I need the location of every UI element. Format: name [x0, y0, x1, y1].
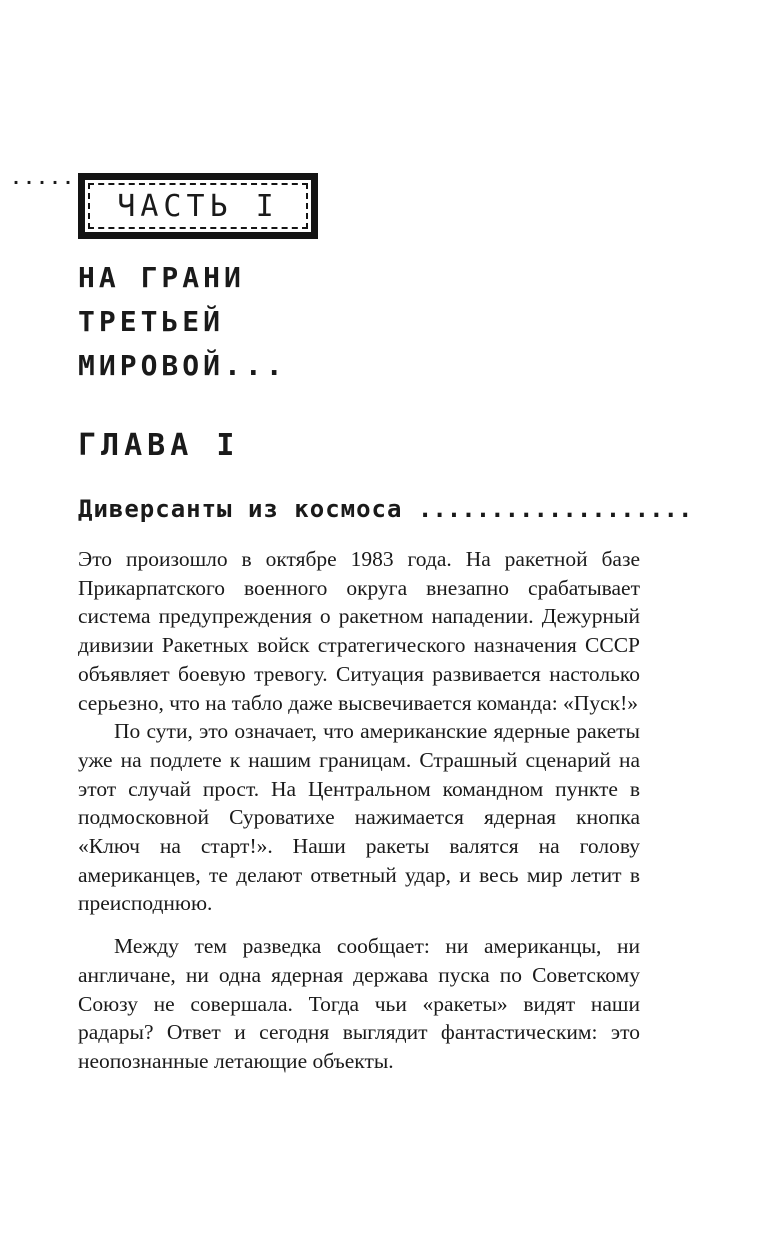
part-title-line: МИРОВОЙ... [78, 349, 287, 382]
paragraph: Это произошло в октябре 1983 года. На ракетной базе Прикарпатского военного округа внезапно срабатывает система предупреждения о ракетном нападении. Дежурный дивизии Ракетных войск стратегического назначения СССР объявляет боевую тревогу. Ситуация развивается настолько серьезно, что на табло даже высвечивается команда: «Пуск!» [78, 547, 640, 715]
section-dot-leader: ................... [417, 495, 693, 523]
section-title: Диверсанты из космоса [78, 495, 403, 523]
part-title [78, 256, 438, 388]
part-label-frame [78, 173, 318, 239]
decorative-dot-leader-left: ...... [10, 168, 89, 191]
part-title-line: НА ГРАНИ [78, 261, 245, 294]
part-title-line: ТРЕТЬЕЙ [78, 305, 225, 338]
paragraph: По сути, это означает, что американские ядерные ракеты уже на подлете к нашим границам. Страшный сценарий на этот случай прост. На Центральном командном пункте в подмосковной Суроватихе нажимается ядерная кнопка «Ключ на старт!». Наши ракеты валятся на голову американцев, те делают ответный удар, и весь мир летит в преисподнюю. [78, 719, 640, 916]
paragraph: Между тем разведка сообщает: ни американцы, ни англичане, ни одна ядерная держава пуска по Советскому Союзу не совершала. Тогда чьи «ракеты» видят наши радары? Ответ и сегодня выглядит фантастическим: это неопознанные летающие объекты. [78, 934, 640, 1073]
part-label: ЧАСТЬ I [117, 188, 279, 224]
body-text [78, 545, 640, 1076]
chapter-label: ГЛАВА I [78, 428, 240, 463]
section-title-row [78, 495, 769, 523]
